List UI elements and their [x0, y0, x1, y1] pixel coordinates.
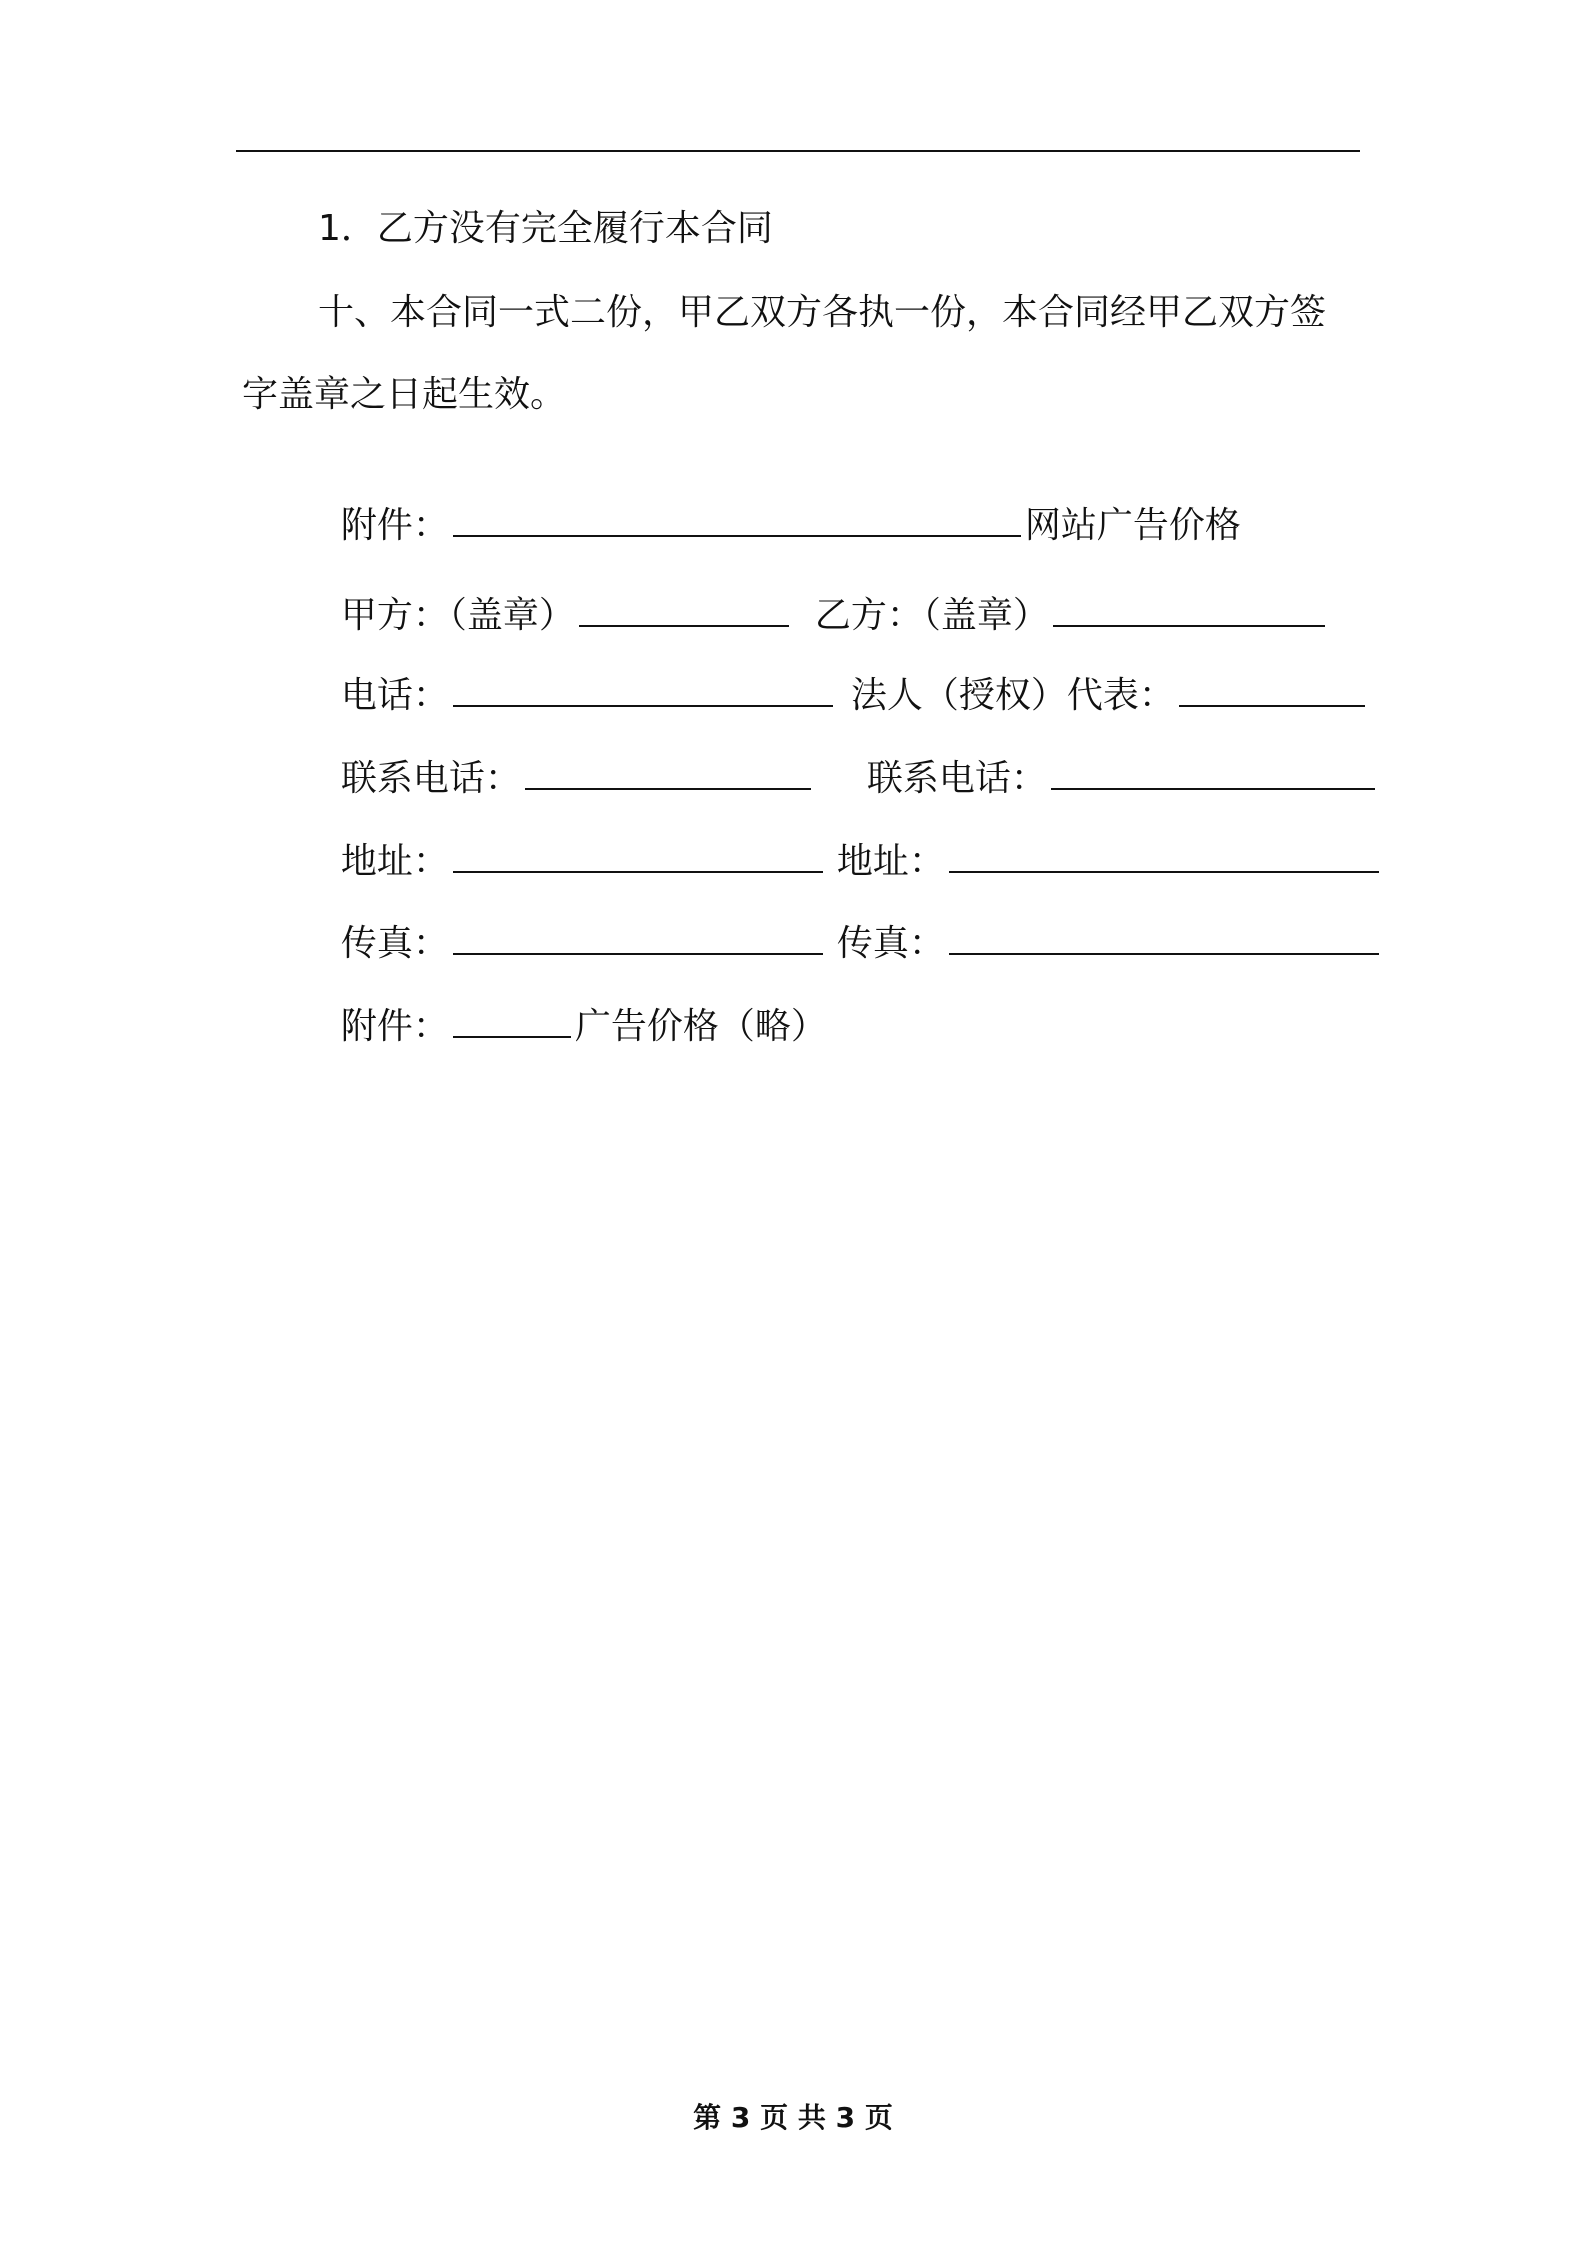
- attachment-2-suffix: 广告价格（略）: [574, 1006, 827, 1047]
- attachment-2-label: 附件：: [340, 1006, 449, 1047]
- party-a-seal-field: [318, 547, 793, 638]
- attachment-suffix: 网站广告价格: [1024, 505, 1241, 546]
- contact-phone-b-blank[interactable]: [1051, 754, 1375, 790]
- phone-field: [318, 627, 837, 718]
- attachment-website-pricing: [318, 457, 1241, 548]
- page-footer: 第 3 页 共 3 页: [693, 2101, 893, 2134]
- party-a-label: 甲方：（盖章）: [340, 595, 575, 636]
- clause-10-line-1: 十、本合同一式二份，甲乙双方各执一份，本合同经甲乙双方签: [318, 292, 1327, 333]
- fax-a-label: 传真：: [340, 923, 449, 964]
- address-a-label: 地址：: [340, 841, 449, 882]
- header-rule: [236, 150, 1360, 152]
- party-b-seal-blank[interactable]: [1053, 591, 1325, 627]
- phone-blank[interactable]: [453, 671, 833, 707]
- attachment-label: 附件：: [340, 505, 449, 546]
- legal-rep-field: [828, 627, 1369, 718]
- party-b-seal-field: [792, 547, 1329, 638]
- legal-rep-blank[interactable]: [1179, 671, 1365, 707]
- fax-b-blank[interactable]: [949, 919, 1379, 955]
- fax-a-field: [318, 875, 827, 966]
- contact-phone-b-field: [844, 710, 1379, 801]
- item-1-text: 1．乙方没有完全履行本合同: [318, 208, 773, 249]
- party-a-seal-blank[interactable]: [579, 591, 789, 627]
- address-a-field: [318, 793, 827, 884]
- party-b-label: 乙方：（盖章）: [814, 595, 1049, 636]
- contact-phone-a-label: 联系电话：: [340, 758, 521, 799]
- fax-b-field: [814, 875, 1383, 966]
- attachment-blank[interactable]: [453, 501, 1021, 537]
- contact-phone-a-field: [318, 710, 815, 801]
- contact-phone-b-label: 联系电话：: [866, 758, 1047, 799]
- fax-a-blank[interactable]: [453, 919, 823, 955]
- address-b-label: 地址：: [836, 841, 945, 882]
- attachment-ad-pricing: [318, 958, 827, 1049]
- fax-b-label: 传真：: [836, 923, 945, 964]
- attachment-2-blank[interactable]: [453, 1002, 571, 1038]
- address-b-blank[interactable]: [949, 837, 1379, 873]
- clause-10-line-2: 字盖章之日起生效。: [242, 374, 567, 415]
- address-b-field: [814, 793, 1383, 884]
- contact-phone-a-blank[interactable]: [525, 754, 811, 790]
- address-a-blank[interactable]: [453, 837, 823, 873]
- phone-label: 电话：: [340, 675, 449, 716]
- legal-rep-label: 法人（授权）代表：: [850, 675, 1175, 716]
